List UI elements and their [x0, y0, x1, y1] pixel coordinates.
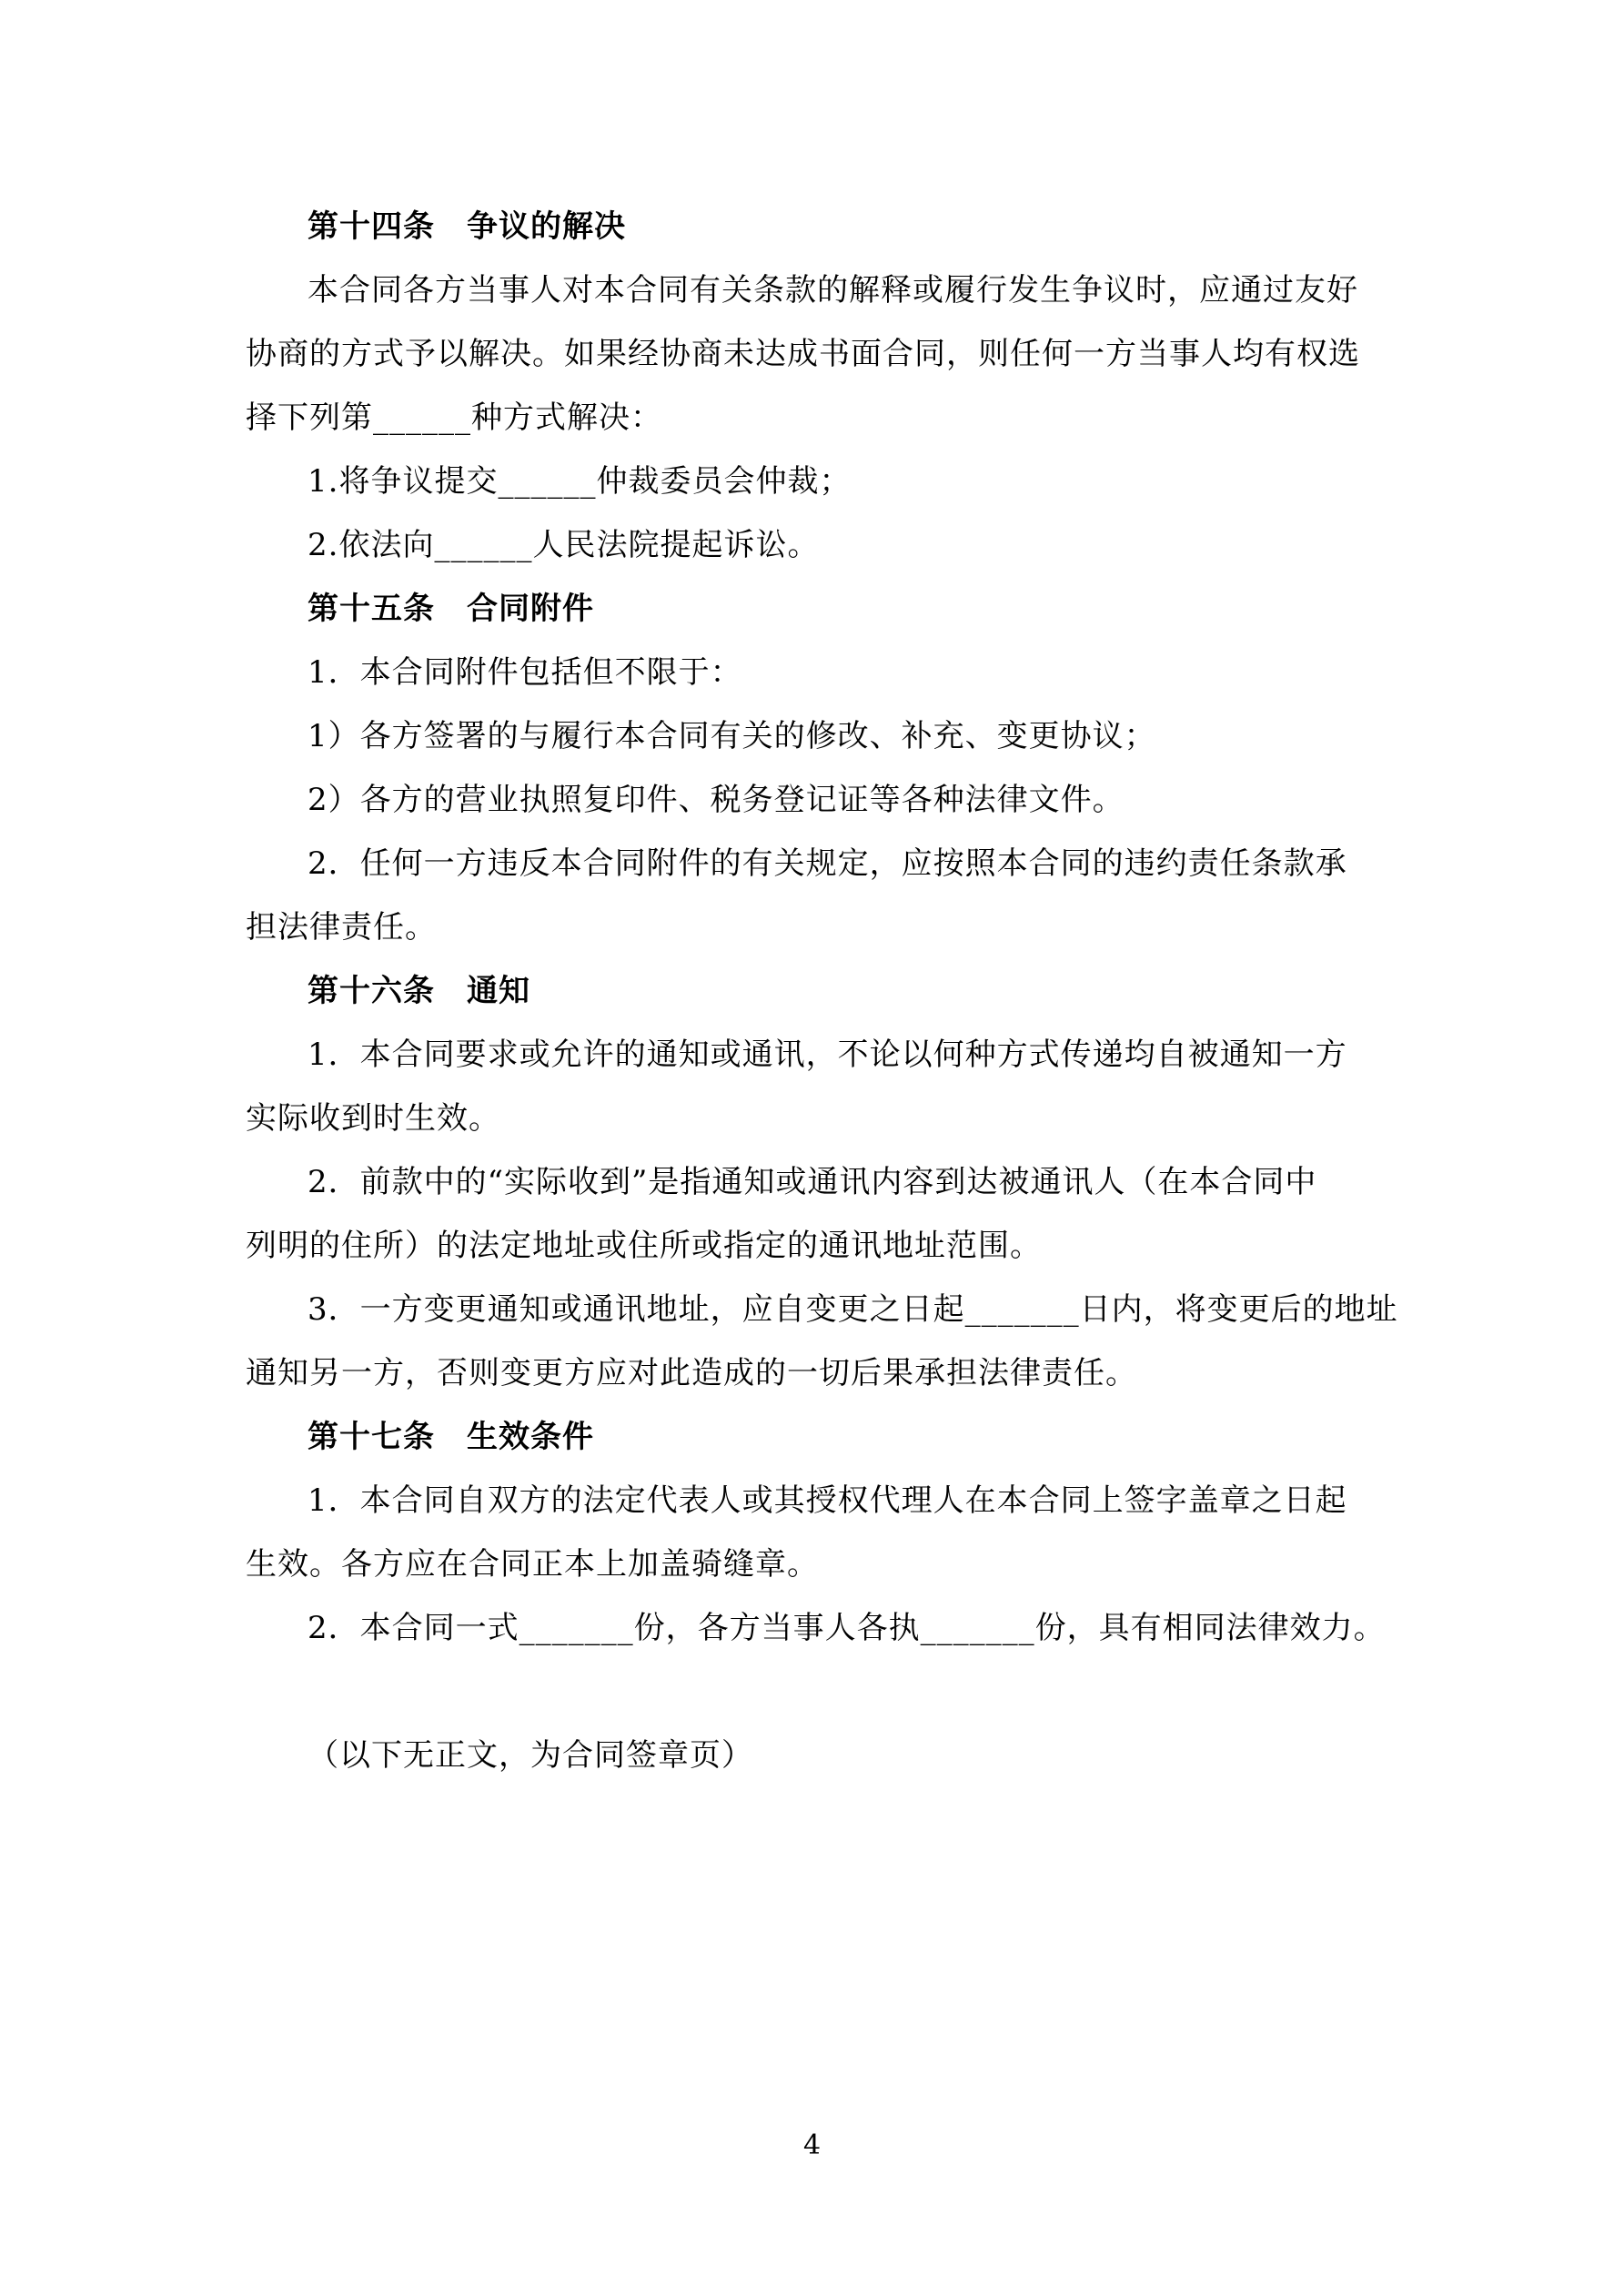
closing-note: （以下无正文，为合同签章页） [308, 1737, 753, 1774]
article-15-item-2-line-2: 担法律责任。 [246, 909, 437, 946]
article-15-item-1: 1．本合同附件包括但不限于： [308, 654, 742, 691]
article-17-item-2: 2．本合同一式_______份，各方当事人各执_______份，具有相同法律效力。 [308, 1610, 1386, 1646]
article-16-item-1-line-1: 1．本合同要求或允许的通知或通讯，不论以何种方式传递均自被通知一方 [308, 1037, 1347, 1073]
article-16-item-1-line-2: 实际收到时生效。 [246, 1100, 500, 1137]
contract-body [246, 195, 1398, 1787]
article-16-item-2-line-1: 2．前款中的“实际收到”是指通知或通讯内容到达被通讯人（在本合同中 [308, 1164, 1317, 1200]
article-15-heading: 第十五条 合同附件 [308, 591, 594, 627]
page-footer [0, 2128, 1624, 2164]
article-15-item-1-sub-2: 2）各方的营业执照复印件、税务登记证等各种法律文件。 [308, 782, 1125, 818]
article-14-item-2: 2.依法向______人民法院提起诉讼。 [308, 527, 820, 563]
article-14-para-line-1: 本合同各方当事人对本合同有关条款的解释或履行发生争议时，应通过友好 [308, 272, 1358, 308]
article-16-item-3-line-2: 通知另一方，否则变更方应对此造成的一切后果承担法律责任。 [246, 1355, 1137, 1391]
article-17-item-1-line-2: 生效。各方应在合同正本上加盖骑缝章。 [246, 1546, 819, 1583]
article-14-para-line-3: 择下列第______种方式解决： [246, 400, 662, 436]
blank-line [246, 1660, 1387, 1724]
article-14-para-line-2: 协商的方式予以解决。如果经协商未达成书面合同，则任何一方当事人均有权选 [246, 336, 1360, 372]
article-14-heading: 第十四条 争议的解决 [308, 208, 626, 245]
article-17-item-1-line-1: 1．本合同自双方的法定代表人或其授权代理人在本合同上签字盖章之日起 [308, 1482, 1347, 1519]
article-15-item-1-sub-1: 1）各方签署的与履行本合同有关的修改、补充、变更协议； [308, 718, 1156, 754]
article-16-item-2-line-2: 列明的住所）的法定地址或住所或指定的通讯地址范围。 [246, 1228, 1042, 1264]
article-14-item-1: 1.将争议提交______仲裁委员会仲裁； [308, 463, 852, 500]
article-15-item-2-line-1: 2．任何一方违反本合同附件的有关规定，应按照本合同的违约责任条款承 [308, 845, 1347, 882]
article-17-heading: 第十七条 生效条件 [308, 1419, 594, 1455]
article-16-heading: 第十六条 通知 [308, 973, 530, 1009]
page-number: 4 [802, 2129, 822, 2161]
article-16-item-3-line-1: 3．一方变更通知或通讯地址，应自变更之日起_______日内，将变更后的地址 [308, 1291, 1398, 1328]
